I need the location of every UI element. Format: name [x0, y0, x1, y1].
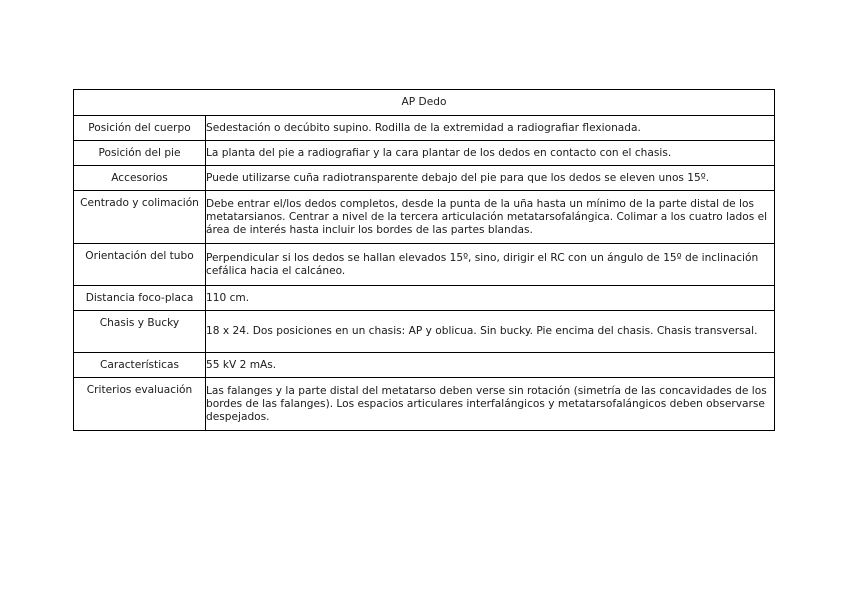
row-label: Orientación del tubo — [74, 244, 206, 286]
row-label: Características — [74, 353, 206, 378]
row-label: Posición del pie — [74, 141, 206, 166]
table-row-posicion-pie — [74, 141, 775, 166]
row-value: La planta del pie a radiografiar y la cara plantar de los dedos en contacto con el chasis. — [206, 141, 775, 166]
table-row-chasis-bucky — [74, 311, 775, 353]
table-row-distancia-foco-placa — [74, 286, 775, 311]
table-title: AP Dedo — [74, 90, 775, 116]
row-value: 55 kV 2 mAs. — [206, 353, 775, 378]
table-row-accesorios — [74, 166, 775, 191]
table-row-criterios-evaluacion — [74, 378, 775, 431]
row-label: Accesorios — [74, 166, 206, 191]
protocol-table — [73, 89, 775, 431]
table-row-centrado-colimacion — [74, 191, 775, 244]
row-label: Centrado y colimación — [74, 191, 206, 244]
row-label: Criterios evaluación — [74, 378, 206, 431]
table-row-caracteristicas — [74, 353, 775, 378]
row-value: Debe entrar el/los dedos completos, desde la punta de la uña hasta un mínimo de la parte distal de los metatarsianos. Centrar a nivel de la tercera articulación metatarsofalángica. Colimar a los cuatro lados el área de interés hasta incluir los bordes de las partes blandas. — [206, 191, 775, 244]
row-value: 18 x 24. Dos posiciones en un chasis: AP y oblicua. Sin bucky. Pie encima del chasis. Chasis transversal. — [206, 311, 775, 353]
table-row-posicion-cuerpo — [74, 116, 775, 141]
row-value: Las falanges y la parte distal del metatarso deben verse sin rotación (simetría de las concavidades de los bordes de las falanges). Los espacios articulares interfalángicos y metatarsofalángicos deben observarse despejados. — [206, 378, 775, 431]
table-row-orientacion-tubo — [74, 244, 775, 286]
table-title-row — [74, 90, 775, 116]
row-value: Perpendicular si los dedos se hallan elevados 15º, sino, dirigir el RC con un ángulo de 15º de inclinación cefálica hacia el calcáneo. — [206, 244, 775, 286]
row-value: Puede utilizarse cuña radiotransparente debajo del pie para que los dedos se eleven unos 15º. — [206, 166, 775, 191]
row-label: Chasis y Bucky — [74, 311, 206, 353]
row-label: Posición del cuerpo — [74, 116, 206, 141]
row-value: Sedestación o decúbito supino. Rodilla de la extremidad a radiografiar flexionada. — [206, 116, 775, 141]
row-value: 110 cm. — [206, 286, 775, 311]
row-label: Distancia foco-placa — [74, 286, 206, 311]
